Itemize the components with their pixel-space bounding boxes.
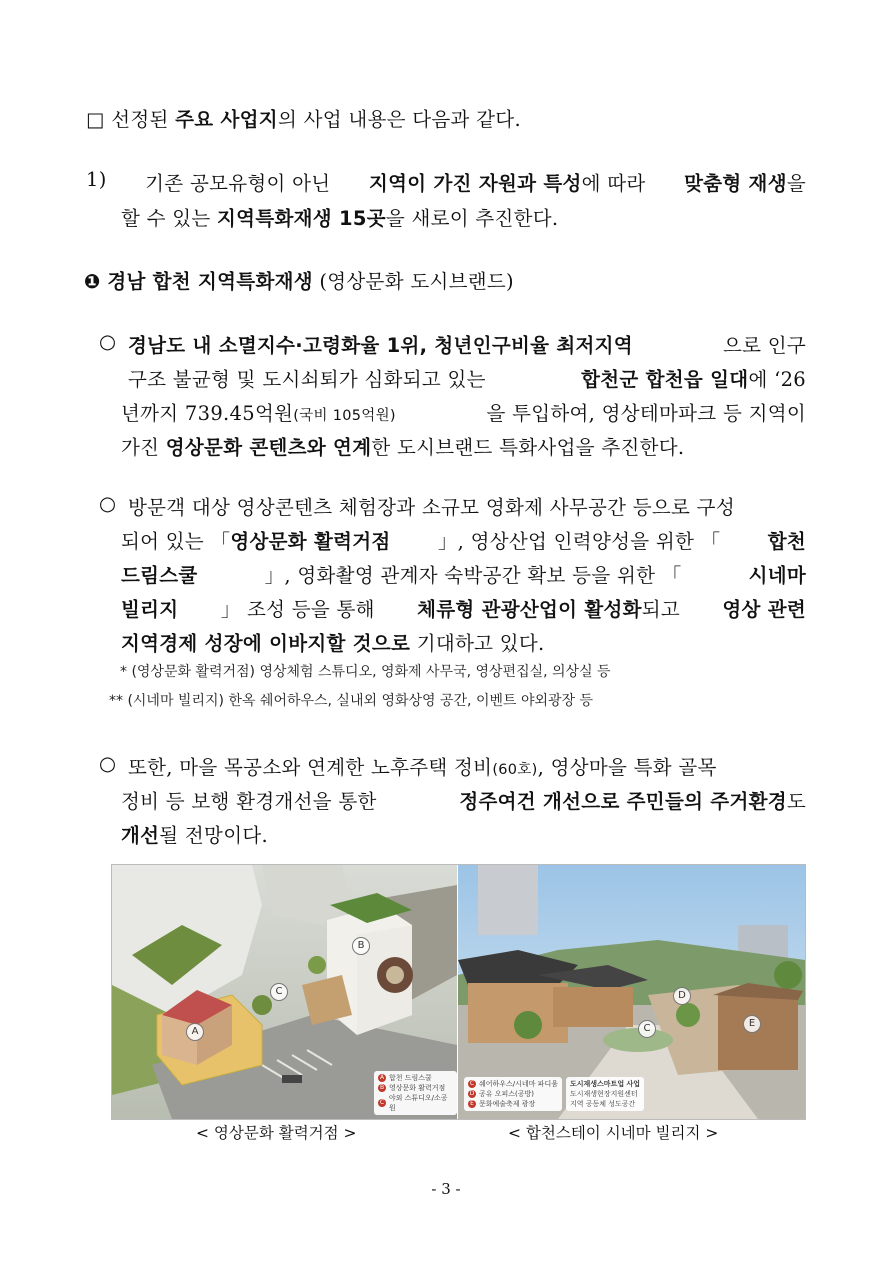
legend-c-icon: C	[469, 1080, 475, 1087]
page-number: - 3 -	[431, 1180, 461, 1198]
legend-a-icon: A	[379, 1074, 385, 1081]
legend-row: C 쉐어하우스/시네마 파디움	[469, 1080, 558, 1088]
circle-bullet-icon: ○	[99, 330, 117, 353]
left-legend	[374, 1071, 457, 1115]
circle-bullet-icon: ○	[99, 752, 117, 775]
legend-b-icon: B	[379, 1084, 385, 1091]
para1-line1: 경남도 내 소멸지수·고령화율 1위, 청년인구비율 최저지역 으로 인구	[128, 334, 806, 357]
marker-b: B	[352, 937, 370, 955]
item1-line1: 1) 기존 공모유형이 아닌 지역이 가진 자원과 특성에 따라 맞춤형 재생을	[86, 168, 806, 195]
para1-line2: 구조 불균형 및 도시쇠퇴가 심화되고 있는 합천군 합천읍 일대에 ‘26	[128, 368, 806, 391]
legend-row: B 영상문화 활력거점	[379, 1084, 446, 1092]
circle-bullet-icon: ○	[99, 492, 117, 515]
section-heading: ❶ 경남 합천 지역특화재생 (영상문화 도시브랜드)	[84, 270, 514, 293]
para2-line3: 드림스쿨 」, 영화촬영 관계자 숙박공간 확보 등을 위한 「 시네마	[121, 564, 806, 587]
marker-a: A	[186, 1023, 204, 1041]
marker-c: C	[270, 983, 288, 1001]
para1-line3: 년까지 739.45억원(국비 105억원) 을 투입하여, 영상테마파크 등 지역이	[121, 402, 806, 425]
legend-row: A 합천 드림스쿨	[379, 1074, 432, 1082]
para3-mark	[99, 752, 116, 775]
para3-line3: 개선될 전망이다.	[121, 824, 268, 847]
right-legend-b: 도시재생스마트업 사업 도시재생현장지원센터 지역 공동체 성도공간	[566, 1077, 644, 1111]
legend-row: D 공유 오피스(공방)	[469, 1090, 535, 1098]
number-one-icon: ❶	[84, 270, 101, 293]
marker-e: E	[743, 1015, 761, 1033]
caption-right: < 합천스테이 시네마 빌리지 >	[508, 1124, 719, 1142]
marker-c-right: C	[638, 1020, 656, 1038]
caption-left: < 영상문화 활력거점 >	[196, 1124, 357, 1142]
para2-line1: 방문객 대상 영상콘텐츠 체험장과 소규모 영화제 사무공간 등으로 구성	[128, 496, 735, 519]
rendering-figure	[111, 864, 806, 1120]
item1-line2: 할 수 있는 지역특화재생 15곳을 새로이 추진한다.	[121, 207, 559, 230]
para3-line1: 또한, 마을 목공소와 연계한 노후주택 정비(60호), 영상마을 특화 골목	[128, 756, 717, 779]
footnote-1: * (영상문화 활력거점) 영상체험 스튜디오, 영화제 사무국, 영상편집실, 의상실 등	[120, 664, 611, 680]
intro-line: □ 선정된 주요 사업지의 사업 내용은 다음과 같다.	[86, 108, 521, 131]
legend-row: 지역 공동체 성도공간	[570, 1100, 636, 1108]
legend-d-icon: D	[469, 1090, 475, 1097]
footnote-2: ** (시네마 빌리지) 한옥 쉐어하우스, 실내외 영화상영 공간, 이벤트 야외광장 등	[109, 693, 594, 709]
para2-line4: 빌리지 」 조성 등을 통해 체류형 관광산업이 활성화되고 영상 관련	[121, 598, 806, 621]
legend-c-icon: C	[379, 1099, 385, 1106]
legend-row: 도시재생현장지원센터	[570, 1090, 638, 1098]
checkbox-icon: □	[86, 108, 105, 131]
marker-d: D	[673, 987, 691, 1005]
para1-mark	[99, 330, 116, 353]
legend-e-icon: E	[468, 1100, 476, 1108]
legend-row: E 문화예술축제 광장	[468, 1099, 558, 1109]
para2-mark	[99, 492, 116, 515]
para3-line2: 정비 등 보행 환경개선을 통한 정주여건 개선으로 주민들의 주거환경도	[121, 790, 806, 813]
left-rendering-image	[112, 865, 457, 1119]
para2-line5: 지역경제 성장에 이바지할 것으로 기대하고 있다.	[121, 632, 545, 655]
para1-line4: 가진 영상문화 콘텐츠와 연계한 도시브랜드 특화사업을 추진한다.	[121, 436, 685, 459]
right-legend-a	[464, 1077, 562, 1111]
para2-line2: 되어 있는 「영상문화 활력거점 」, 영상산업 인력양성을 위한 「 합천	[121, 530, 806, 553]
right-rendering-image	[458, 865, 805, 1119]
legend-row: C 야외 스튜디오/소공원	[379, 1094, 448, 1112]
